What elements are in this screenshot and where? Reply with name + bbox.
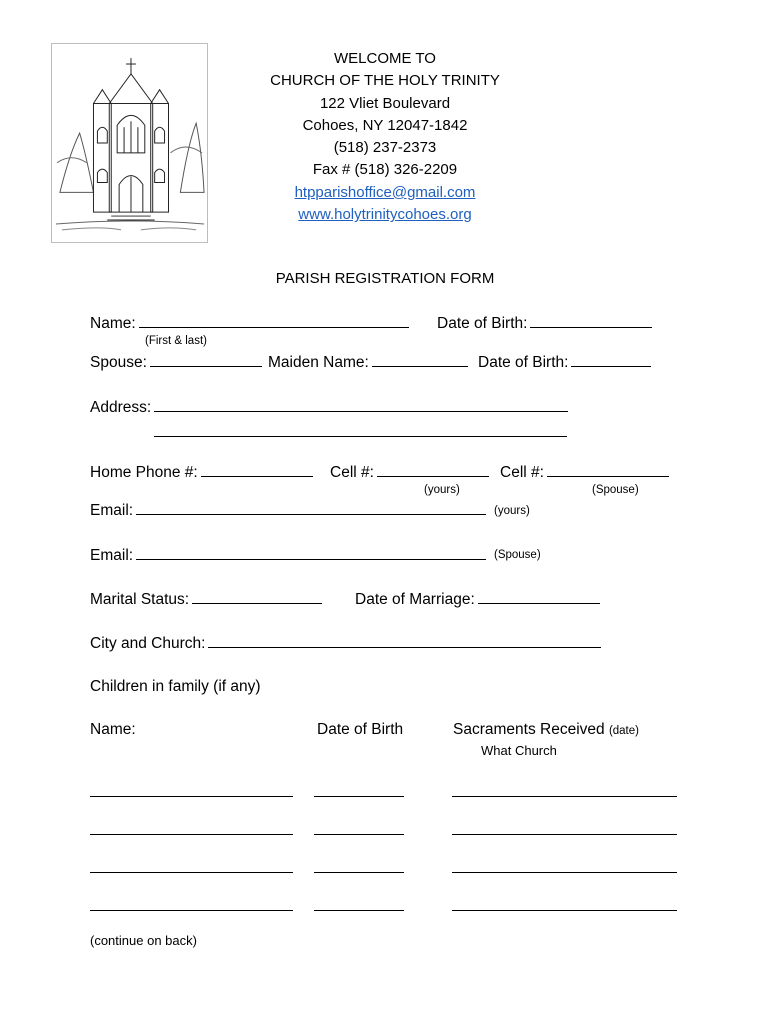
- home-phone-row: [90, 462, 313, 482]
- child-dob-field[interactable]: [314, 872, 404, 873]
- col-sacraments-label: Sacraments Received: [453, 721, 605, 738]
- marriage-date-field[interactable]: [478, 589, 600, 604]
- child-name-field[interactable]: [90, 872, 293, 873]
- cell2-hint: (Spouse): [592, 484, 639, 496]
- email1-field[interactable]: [136, 500, 486, 515]
- child-name-field[interactable]: [90, 796, 293, 797]
- dob-label: Date of Birth:: [437, 315, 528, 332]
- spouse-dob-row: [478, 352, 651, 372]
- children-heading: Children in family (if any): [90, 678, 261, 695]
- child-sacraments-field[interactable]: [452, 834, 677, 835]
- fax-number: Fax # (518) 326-2209: [312, 161, 458, 179]
- phone-number: (518) 237-2373: [333, 139, 437, 157]
- address-line2-field[interactable]: [154, 436, 567, 437]
- child-sacraments-field[interactable]: [452, 910, 677, 911]
- address-label: Address:: [90, 399, 152, 416]
- spouse-row: [90, 352, 262, 372]
- email2-field[interactable]: [136, 545, 486, 560]
- email1-row: [90, 500, 486, 520]
- email2-row: [90, 545, 486, 565]
- maiden-field[interactable]: [372, 352, 468, 367]
- marital-label: Marital Status:: [90, 591, 190, 608]
- spouse-field[interactable]: [150, 352, 262, 367]
- spouse-dob-label: Date of Birth:: [478, 354, 569, 371]
- home-phone-label: Home Phone #:: [90, 464, 198, 481]
- child-sacraments-field[interactable]: [452, 872, 677, 873]
- street-address: 122 Vliet Boulevard: [319, 94, 451, 112]
- maiden-row: [268, 352, 468, 372]
- church-drawing-icon: [52, 44, 207, 242]
- marriage-date-row: [355, 589, 600, 609]
- city-church-row: [90, 633, 601, 653]
- col-sacraments-header: [453, 721, 639, 739]
- col-dob-header: Date of Birth: [317, 721, 404, 738]
- marriage-date-label: Date of Marriage:: [355, 591, 475, 608]
- city-church-field[interactable]: [208, 633, 601, 648]
- continue-note: (continue on back): [90, 933, 197, 948]
- name-field[interactable]: [139, 313, 409, 328]
- maiden-label: Maiden Name:: [268, 354, 369, 371]
- email-link[interactable]: htpparishoffice@gmail.com: [294, 183, 476, 201]
- cell2-field[interactable]: [547, 462, 669, 477]
- child-dob-field[interactable]: [314, 796, 404, 797]
- col-sacraments-sub: What Church: [481, 743, 557, 758]
- name-row: [90, 313, 409, 333]
- church-header: [250, 48, 520, 226]
- cell1-hint: (yours): [424, 484, 460, 496]
- child-name-field[interactable]: [90, 910, 293, 911]
- child-name-field[interactable]: [90, 834, 293, 835]
- email1-hint: (yours): [494, 505, 530, 517]
- cell2-row: [500, 462, 669, 482]
- cell1-row: [330, 462, 489, 482]
- cell1-label: Cell #:: [330, 464, 374, 481]
- child-sacraments-field[interactable]: [452, 796, 677, 797]
- marital-field[interactable]: [192, 589, 322, 604]
- child-dob-field[interactable]: [314, 834, 404, 835]
- welcome-line: WELCOME TO: [334, 50, 436, 67]
- spouse-dob-field[interactable]: [571, 352, 651, 367]
- email2-hint: (Spouse): [494, 549, 541, 561]
- dob-field[interactable]: [530, 313, 652, 328]
- home-phone-field[interactable]: [201, 462, 313, 477]
- church-name: CHURCH OF THE HOLY TRINITY: [270, 72, 500, 90]
- website-link[interactable]: www.holytrinitycohoes.org: [298, 206, 472, 224]
- col-sacraments-hint: (date): [608, 725, 639, 737]
- church-logo: [51, 43, 208, 243]
- marital-row: [90, 589, 322, 609]
- name-hint: (First & last): [145, 335, 207, 347]
- form-title: PARISH REGISTRATION FORM: [275, 270, 495, 287]
- city-state-zip: Cohoes, NY 12047-1842: [302, 116, 468, 134]
- name-label: Name:: [90, 315, 136, 332]
- email2-label: Email:: [90, 547, 134, 564]
- col-name-header: Name:: [90, 721, 136, 738]
- email1-label: Email:: [90, 502, 134, 519]
- child-dob-field[interactable]: [314, 910, 404, 911]
- address-row: [90, 397, 568, 417]
- dob-row: [437, 313, 652, 333]
- cell2-label: Cell #:: [500, 464, 544, 481]
- spouse-label: Spouse:: [90, 354, 147, 371]
- cell1-field[interactable]: [377, 462, 489, 477]
- city-church-label: City and Church:: [90, 635, 206, 652]
- address-line1-field[interactable]: [154, 397, 568, 412]
